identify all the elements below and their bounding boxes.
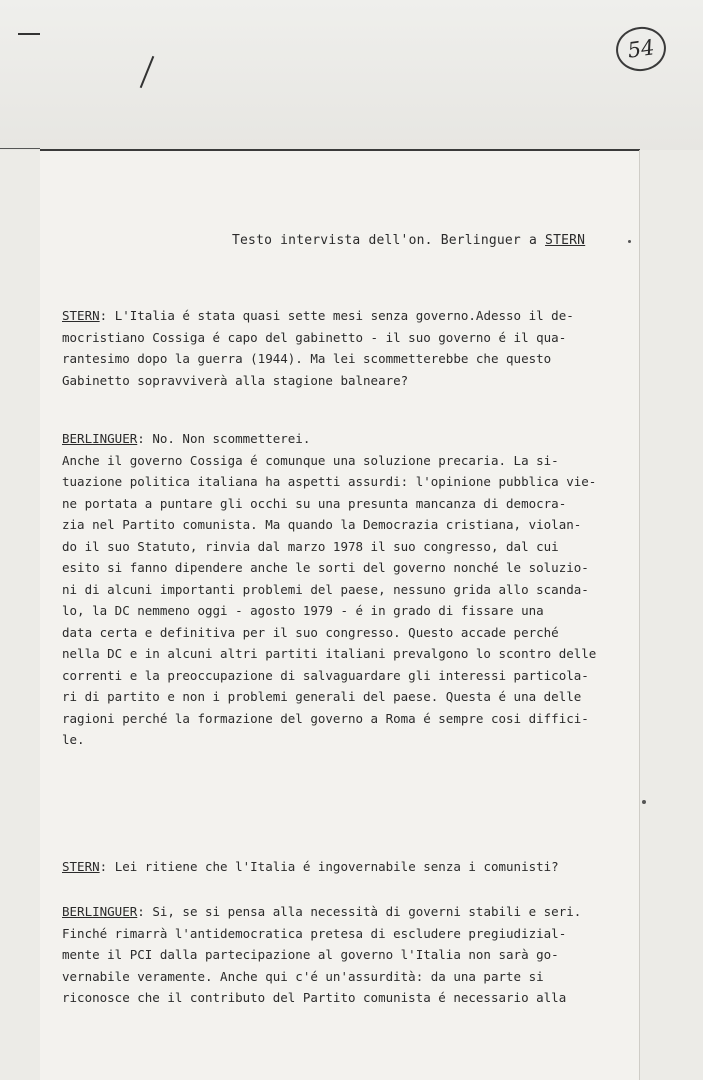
text-line: riconosce che il contributo del Partito comunista é necessario alla <box>62 990 567 1005</box>
text-line: data certa e definitiva per il suo congresso. Questo accade perché <box>62 624 559 640</box>
text-line: esito si fanno dipendere anche le sorti del governo nonché le soluzio- <box>62 560 589 575</box>
document-title: Testo intervista dell'on. Berlinguer a STERN <box>232 233 586 248</box>
speaker-label: BERLINGUER <box>62 904 138 919</box>
speaker-label: BERLINGUER <box>62 431 138 446</box>
speaker-label: STERN <box>62 308 100 323</box>
ink-speck <box>642 800 646 804</box>
text-line: zia nel Partito comunista. Ma quando la Democrazia cristiana, violan- <box>62 517 582 532</box>
text-line: mocristiano Cossiga é capo del gabinetto - il suo governo é il qua- <box>62 329 567 345</box>
question-2: STERN: Lei ritiene che l'Italia é ingovernabile senza i comunisti? <box>62 859 559 874</box>
text-line: ne portata a puntare gli occhi su una presunta mancanza di democra- <box>62 495 567 511</box>
text-line: tuazione politica italiana ha aspetti assurdi: l'opinione pubblica vie- <box>62 474 597 489</box>
text-line: lo, la DC nemmeno oggi - agosto 1979 - é in grado di fissare una <box>62 603 544 618</box>
text-line: Anche il governo Cossiga é comunque una soluzione precaria. La si- <box>62 452 559 468</box>
text-line: mente il PCI dalla partecipazione al governo l'Italia non sarà go- <box>62 947 559 962</box>
question-1: STERN: L'Italia é stata quasi sette mesi senza governo.Adesso il de- mocristiano Cossiga é capo del gabinetto - il suo governo é il qua- rantesimo dopo la guerra (1944). Ma lei scommetterebbe che questo Gabinetto sopravviverà alla stagione balneare? <box>62 305 574 391</box>
title-stern: STERN <box>545 233 586 248</box>
text-line: do il suo Statuto, rinvia dal marzo 1978 il suo congresso, dal cui <box>62 538 559 554</box>
page-top-rule <box>0 148 40 149</box>
ink-speck <box>628 240 631 243</box>
answer-1: BERLINGUER: No. Non scommetterei. Anche il governo Cossiga é comunque una soluzione precaria. La si- tuazione politica italiana ha aspetti assurdi: l'opinione pubblica vie- ne portata a puntare gli occhi su una presunta mancanza di democra- zia nel Partito comunista. Ma quando la Democrazia cristiana, violan- do il suo Statuto, rinvia dal marzo 1978 il suo congresso, dal cui esito si fanno dipendere anche le sorti del governo nonché le soluzio- ni di alcuni importanti problemi del paese, nessuno grida allo scanda- lo, la DC nemmeno oggi - agosto 1979 - é in grado di fissare una data certa e definitiva per il suo congresso. Questo accade perché nella DC e in alcuni altri partiti italiani prevalgono lo scontro delle correnti e la preoccupazione di salvaguardare gli interessi particola- ri di partito e non i problemi generali del paese. Questa é una delle ragioni perché la formazione del governo a Roma é sempre cosi diffici- le. <box>62 428 596 751</box>
pen-stroke <box>18 33 40 35</box>
page-right-edge <box>639 150 640 1080</box>
text-line: vernabile veramente. Anche qui c'é un'assurdità: da una parte si <box>62 968 544 984</box>
page-top-edge <box>40 149 640 151</box>
text-line: Finché rimarrà l'antidemocratica pretesa di escludere pregiudizial- <box>62 925 567 941</box>
text-line: ri di partito e non i problemi generali del paese. Questa é una delle <box>62 689 582 704</box>
text-line: rantesimo dopo la guerra (1944). Ma lei scommetterebbe che questo <box>62 351 552 366</box>
text-line: Gabinetto sopravviverà alla stagione balneare? <box>62 372 409 388</box>
text-line: ni di alcuni importanti problemi del paese, nessuno grida allo scanda- <box>62 581 589 597</box>
scan-background <box>0 0 703 150</box>
text-line: le. <box>62 732 85 747</box>
text-line: correnti e la preoccupazione di salvaguardare gli interessi particola- <box>62 667 589 683</box>
text-line: ragioni perché la formazione del governo a Roma é sempre cosi diffici- <box>62 710 589 726</box>
text-line: nella DC e in alcuni altri partiti italiani prevalgono lo scontro delle <box>62 646 597 661</box>
answer-2: BERLINGUER: Si, se si pensa alla necessità di governi stabili e seri. Finché rimarrà l'antidemocratica pretesa di escludere pregiudizial- mente il PCI dalla partecipazione al governo l'Italia non sarà go- vernabile veramente. Anche qui c'é un'assurdità: da una parte si riconosce che il contributo del Partito comunista é necessario alla <box>62 901 581 1009</box>
folio-number-stamp: 54 <box>613 24 669 75</box>
speaker-label: STERN <box>62 859 100 874</box>
